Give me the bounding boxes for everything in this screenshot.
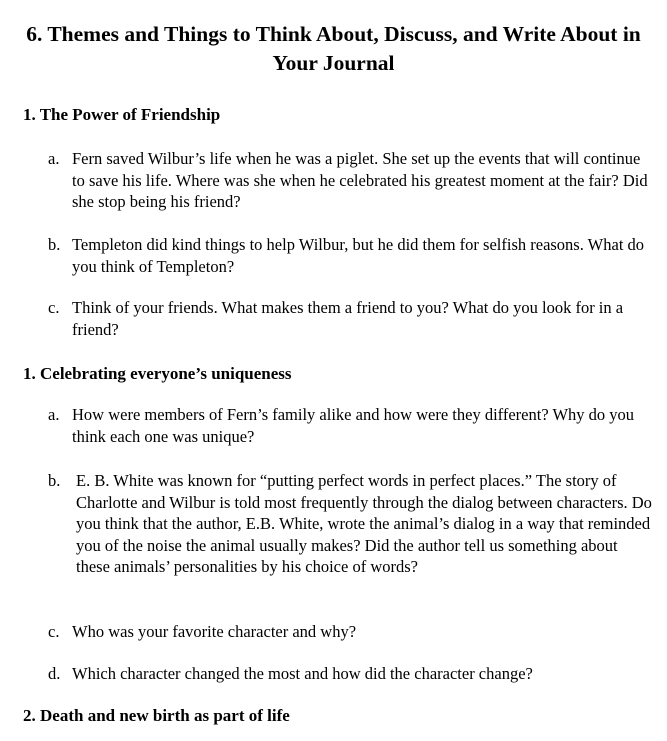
- list-item: [48, 297, 653, 340]
- list-item: [48, 234, 653, 277]
- item-letter: b.: [48, 235, 61, 254]
- item-letter: b.: [48, 471, 61, 490]
- item-letter: a.: [48, 405, 60, 424]
- list-item: [48, 148, 653, 213]
- section-heading-uniqueness: 1. Celebrating everyone’s uniqueness: [23, 364, 292, 383]
- page-title: 6. Themes and Things to Think About, Discuss, and Write About in Your Journal: [26, 22, 641, 75]
- list-item: [48, 404, 653, 447]
- item-letter: a.: [48, 149, 60, 168]
- item-text: Templeton did kind things to help Wilbur, but he did them for selfish reasons. What do you think of Templeton?: [72, 235, 645, 276]
- item-letter: c.: [48, 298, 60, 317]
- section-heading-death-birth: 2. Death and new birth as part of life: [23, 706, 290, 725]
- item-text: E. B. White was known for “putting perfect words in perfect places.” The story of Charlotte and Wilbur is told most frequently through the dialog between characters. Do you think that the author, E.B. White, wrote the animal’s dialog in a way that reminded you of the noise the animal usually makes? Did the author tell us something about these animals’ personalities by his choice of words?: [76, 471, 652, 576]
- item-text: Think of your friends. What makes them a friend to you? What do you look for in a friend?: [72, 298, 624, 339]
- item-text: Who was your favorite character and why?: [72, 622, 357, 641]
- item-letter: d.: [48, 664, 61, 683]
- item-text: Which character changed the most and how did the character change?: [72, 664, 533, 683]
- item-text: Fern saved Wilbur’s life when he was a piglet. She set up the events that will continue to save his life. Where was she when he celebrated his greatest moment at the fair? Did she stop being his friend?: [72, 149, 648, 211]
- list-item: [48, 470, 653, 578]
- item-text: How were members of Fern’s family alike and how were they different? Why do you think each one was unique?: [72, 405, 635, 446]
- list-item: [48, 621, 653, 643]
- item-letter: c.: [48, 622, 60, 641]
- section-heading-friendship: 1. The Power of Friendship: [23, 105, 221, 124]
- list-item: [48, 663, 653, 685]
